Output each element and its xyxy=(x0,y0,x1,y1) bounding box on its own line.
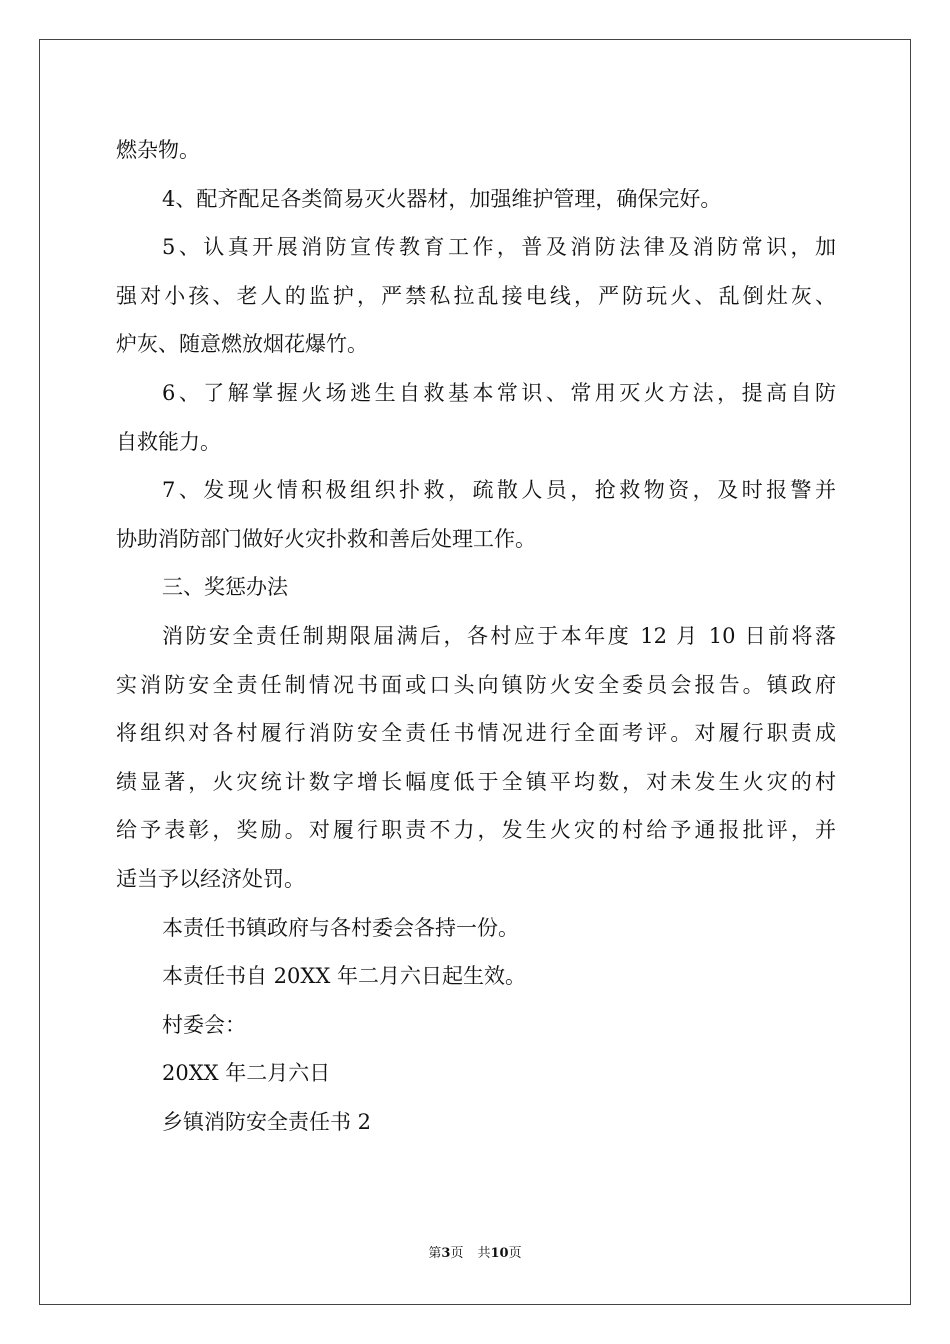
text-line: 适当予以经济处罚。 xyxy=(116,866,305,891)
total-prefix: 共 xyxy=(477,1246,491,1261)
signature-date: 20XX 年二月六日 xyxy=(162,1061,331,1086)
text-line: 本责任书镇政府与各村委会各持一份。 xyxy=(162,915,519,940)
text-line: 消防安全责任制期限届满后，各村应于本年度 12 月 10 日前将落 xyxy=(162,623,836,648)
document-body xyxy=(116,126,836,1146)
text-line: 炉灰、随意燃放烟花爆竹。 xyxy=(116,332,368,357)
text-line: 燃杂物。 xyxy=(116,138,200,162)
text-line: 协助消防部门做好火灾扑救和善后处理工作。 xyxy=(116,526,536,551)
text-line: 将组织对各村履行消防安全责任书情况进行全面考评。对履行职责成 xyxy=(116,721,836,746)
text-line: 给予表彰，奖励。对履行职责不力，发生火灾的村给予通报批评，并 xyxy=(116,818,836,843)
text-line: 6、了解掌握火场逃生自救基本常识、常用灭火方法，提高自防 xyxy=(162,380,836,405)
text-line: 7、发现火情积极组织扑救，疏散人员，抢救物资，及时报警并 xyxy=(162,478,836,503)
page-suffix: 页 xyxy=(450,1246,464,1261)
text-line: 5、认真开展消防宣传教育工作，普及消防法律及消防常识，加 xyxy=(162,235,836,260)
text-line: 本责任书自 20XX 年二月六日起生效。 xyxy=(162,964,526,989)
next-document-title: 乡镇消防安全责任书 2 xyxy=(162,1109,372,1134)
total-suffix: 页 xyxy=(508,1246,522,1261)
section-heading: 三、奖惩办法 xyxy=(162,575,288,600)
text-line: 绩显著，火灾统计数字增长幅度低于全镇平均数，对未发生火灾的村 xyxy=(116,769,836,794)
page-prefix: 第 xyxy=(428,1246,442,1261)
text-line: 4、配齐配足各类简易灭火器材，加强维护管理，确保完好。 xyxy=(162,186,722,211)
page-number: 3 xyxy=(441,1246,451,1261)
total-pages: 10 xyxy=(490,1246,509,1261)
text-line: 强对小孩、老人的监护，严禁私拉乱接电线，严防玩火、乱倒灶灰、 xyxy=(116,283,836,308)
text-line: 自救能力。 xyxy=(116,429,221,454)
page-footer xyxy=(0,1244,950,1264)
text-line: 实消防安全责任制情况书面或口头向镇防火安全委员会报告。镇政府 xyxy=(116,672,836,697)
signature-label: 村委会： xyxy=(162,1012,246,1037)
